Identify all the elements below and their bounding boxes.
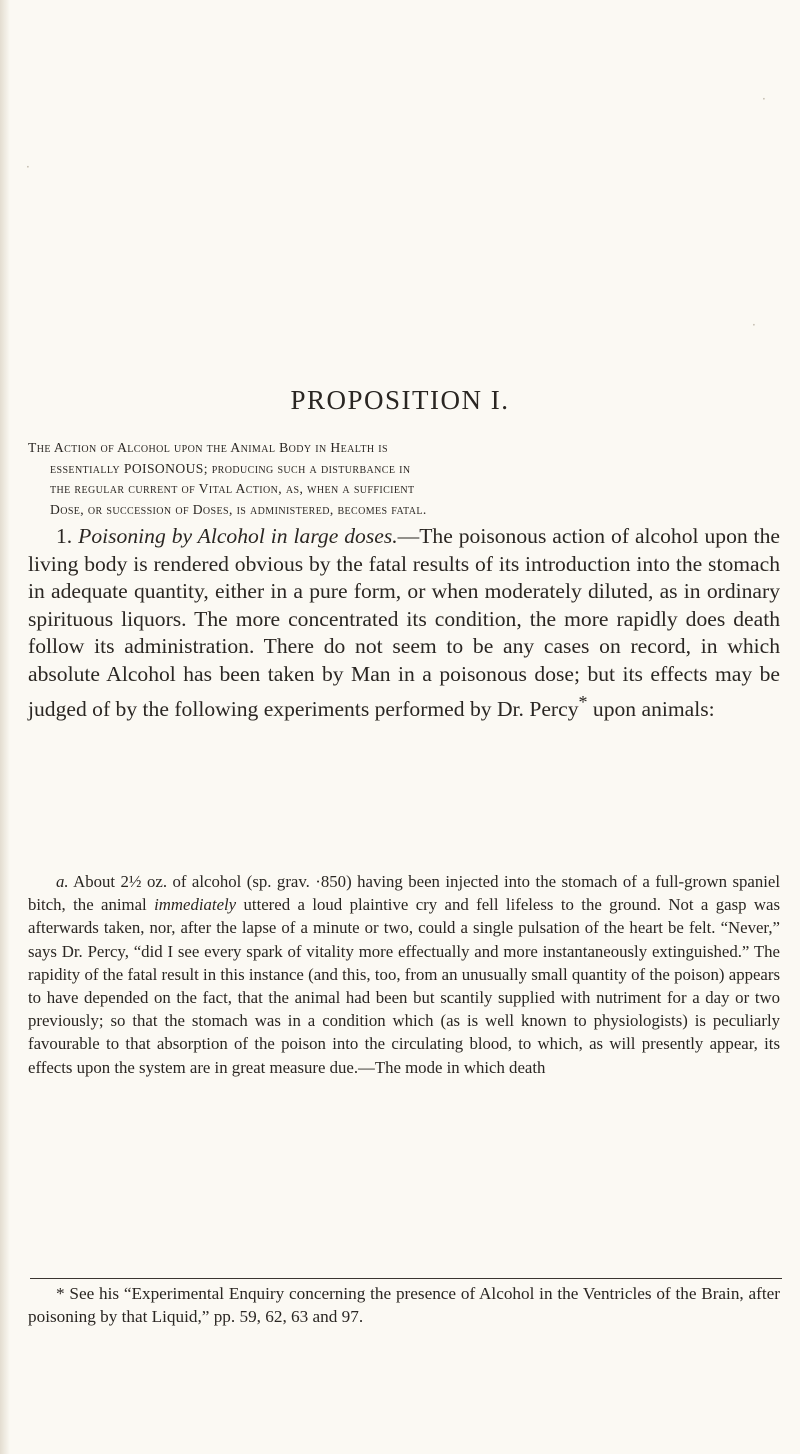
page-title: PROPOSITION I. — [290, 385, 510, 415]
page-binding-edge — [0, 0, 10, 1454]
paper-speck-icon: · — [762, 92, 766, 106]
example-paragraph — [28, 870, 780, 1079]
footnote-reference: * — [578, 691, 588, 712]
paper-speck-icon: · — [26, 160, 30, 174]
proposition-line-2: essentially POISONOUS; producing such a disturbance in — [50, 460, 411, 476]
footnote-mark: * — [56, 1284, 65, 1303]
paragraph-title: Poisoning by Alcohol in large doses. — [78, 524, 398, 548]
paragraph-text: —The poisonous action of alcohol upon the living body is rendered obvious by the fatal results of its introduction into the stomach in adequate quantity, either in a pure form, or when moderately diluted, as in ordinary spirituous liquors. The more concentrated its condition, the more rapidly does death follow its administration. There do not seem to be any cases on record, in which absolute Alcohol has been taken by Man in a poisonous dose; but its effects may be judged of by the following experiments performed by Dr. Percy — [28, 524, 780, 721]
example-text-1: About 2½ oz. of alcohol (sp. grav. ·850) having been injected into the stomach of a full-grown spaniel bitch, the animal — [28, 872, 780, 915]
proposition-statement — [28, 438, 776, 520]
paper-speck-icon: · — [752, 318, 756, 332]
proposition-line-1: The Action of Alcohol upon the Animal Body in Health is — [28, 440, 388, 455]
paragraph-text-end: upon animals: — [587, 696, 715, 721]
proposition-line-4: Dose, or succession of Doses, is administered, becomes fatal. — [50, 501, 427, 517]
example-text-2: uttered a loud plaintive cry and fell lifeless to the ground. Not a gasp was afterwards taken, nor, after the lapse of a minute or two, could a single pulsation of the heart be felt. “Never,” says Dr. Percy, “did I see every spark of vitality more effectually and more instantaneously extinguished.” The rapidity of the fatal result in this instance (and this, too, from an unusually small quantity of the poison) appears to have depended on the fact, that the animal had been but scantily supplied with nutriment for a day or two previously; so that the stomach was in a condition which (as is well known to physiologists) is peculiarly favourable to that absorption of the poison into the circulating blood, to which, as will presently appear, its effects upon the system are in great measure due.—The mode in which death — [28, 895, 780, 1077]
footnote — [28, 1282, 780, 1328]
footnote-divider — [30, 1278, 782, 1279]
example-emphasis: immediately — [154, 895, 237, 915]
main-paragraph — [28, 523, 780, 723]
paragraph-number: 1. — [56, 524, 73, 548]
proposition-line-3: the regular current of Vital Action, as, when a sufficient — [50, 481, 415, 496]
footnote-text: See his “Experimental Enquiry concerning the presence of Alcohol in the Ventricles of the Brain, after poisoning by that Liquid,” pp. 59, 62, 63 and 97. — [28, 1284, 780, 1326]
example-label: a. — [56, 872, 69, 891]
